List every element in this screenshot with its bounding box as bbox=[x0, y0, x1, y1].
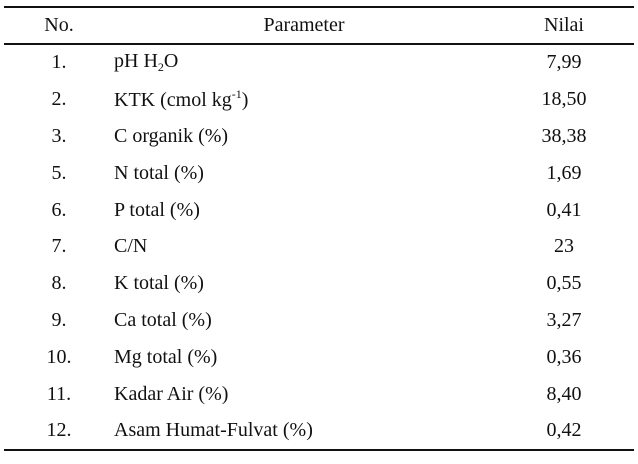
row-value: 0,42 bbox=[494, 413, 634, 450]
row-parameter: N total (%) bbox=[114, 161, 204, 184]
row-number: 8. bbox=[51, 272, 67, 295]
table-header-row bbox=[4, 7, 634, 44]
row-number: 2. bbox=[51, 87, 67, 110]
row-parameter: Ca total (%) bbox=[114, 309, 212, 332]
parameter-table-container bbox=[4, 6, 634, 451]
row-value: 0,41 bbox=[546, 198, 582, 221]
parameter-text: pH H bbox=[114, 50, 158, 73]
parameter-text: KTK (cmol kg bbox=[114, 88, 232, 111]
table-row bbox=[4, 118, 634, 155]
row-value: 0,55 bbox=[546, 272, 582, 295]
row-parameter: Asam Humat-Fulvat (%) bbox=[114, 413, 494, 450]
table-row bbox=[4, 413, 634, 450]
table-row bbox=[4, 192, 634, 229]
row-value: 38,38 bbox=[541, 124, 587, 147]
parameter-table bbox=[4, 6, 634, 451]
row-parameter: Kadar Air (%) bbox=[114, 382, 229, 405]
row-number: 10. bbox=[46, 346, 72, 369]
row-parameter bbox=[114, 81, 494, 118]
row-parameter: C/N bbox=[114, 235, 148, 258]
row-number: 5. bbox=[51, 161, 67, 184]
row-parameter: P total (%) bbox=[114, 198, 200, 221]
header-parameter: Parameter bbox=[114, 7, 494, 44]
table-row bbox=[4, 155, 634, 192]
header-value: Nilai bbox=[494, 7, 634, 44]
table-row bbox=[4, 302, 634, 339]
row-number: 12. bbox=[4, 413, 114, 450]
row-parameter: K total (%) bbox=[114, 272, 204, 295]
row-value: 1,69 bbox=[546, 161, 582, 184]
row-number: 6. bbox=[51, 198, 67, 221]
table-row bbox=[4, 339, 634, 376]
row-number: 9. bbox=[51, 309, 67, 332]
table-row bbox=[4, 265, 634, 302]
header-no: No. bbox=[4, 7, 114, 44]
parameter-tail: ) bbox=[241, 88, 249, 111]
table-row bbox=[4, 44, 634, 81]
row-number: 3. bbox=[51, 124, 67, 147]
table-row bbox=[4, 228, 634, 265]
row-number: 7. bbox=[51, 235, 67, 258]
row-number: 1. bbox=[51, 51, 67, 74]
row-value: 0,36 bbox=[546, 346, 582, 369]
parameter-tail: O bbox=[163, 50, 179, 73]
table-row bbox=[4, 81, 634, 118]
row-value: 23 bbox=[554, 235, 574, 258]
row-value: 18,50 bbox=[541, 87, 587, 110]
row-value: 3,27 bbox=[546, 309, 582, 332]
table-row bbox=[4, 376, 634, 413]
row-number: 11. bbox=[46, 382, 72, 405]
row-parameter bbox=[114, 44, 494, 81]
parameter-superscript: -1 bbox=[231, 86, 242, 101]
row-value: 8,40 bbox=[546, 382, 582, 405]
row-value: 7,99 bbox=[546, 51, 582, 74]
row-parameter: C organik (%) bbox=[114, 124, 229, 147]
parameter-subscript: 2 bbox=[157, 60, 164, 75]
row-parameter: Mg total (%) bbox=[114, 346, 218, 369]
